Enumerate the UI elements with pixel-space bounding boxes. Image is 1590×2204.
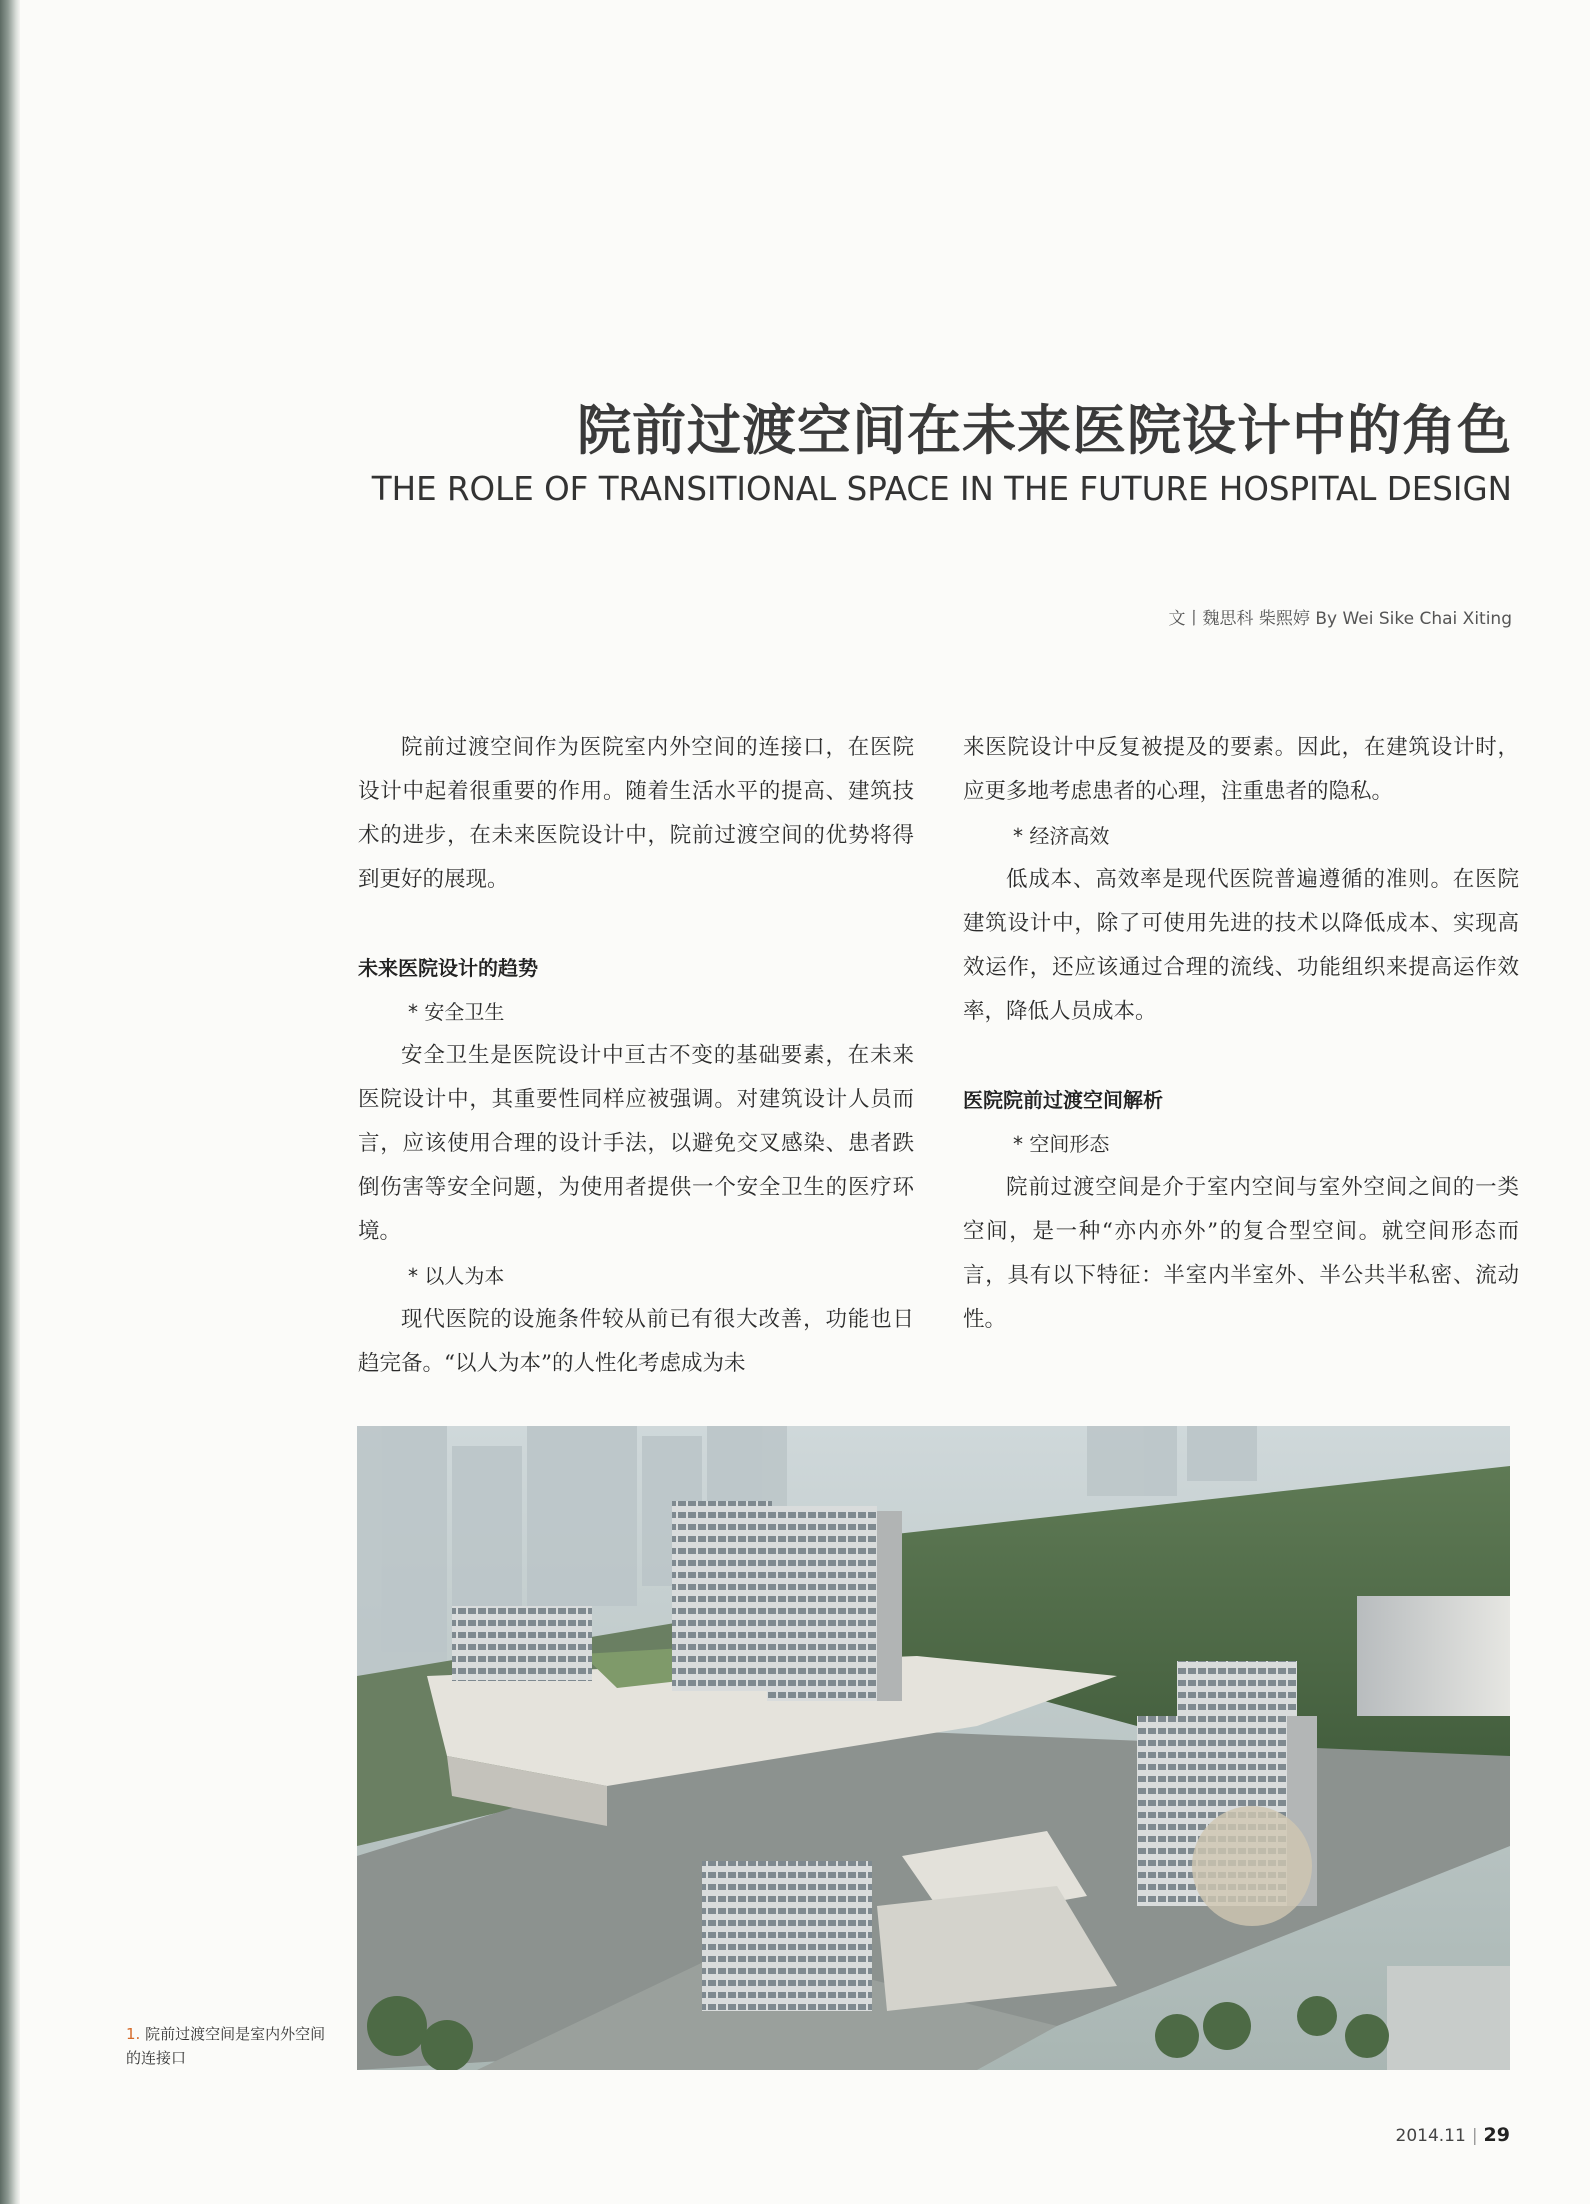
page-number: 29 — [1483, 2124, 1510, 2146]
author-byline: 文丨魏思科 柴熙婷 By Wei Sike Chai Xiting — [1168, 609, 1512, 629]
subheading-people-oriented: * 以人为本 — [408, 1264, 505, 1288]
paragraph-safety: 安全卫生是医院设计中亘古不变的基础要素，在未来医院设计中，其重要性同样应被强调。对建筑设计人员而言，应该使用合理的设计手法，以避免交叉感染、患者跌倒伤害等安全问题，为使用者提供一个安全卫生的医疗环境。 — [358, 1043, 914, 1244]
figure-caption-text: 院前过渡空间是室内外空间的连接口 — [126, 2025, 326, 2067]
paragraph-economy: 低成本、高效率是现代医院普遍遵循的准则。在医院建筑设计中，除了可使用先进的技术以降低成本、实现高效运作，还应该通过合理的流线、功能组织来提高运作效率，降低人员成本。 — [963, 867, 1519, 1024]
issue-date: 2014.11 — [1395, 2126, 1466, 2146]
section-heading-analysis: 医院院前过渡空间解析 — [963, 1088, 1163, 1112]
right-text-column — [963, 726, 1519, 1342]
article-title-english: THE ROLE OF TRANSITIONAL SPACE IN THE FUTURE HOSPITAL DESIGN — [371, 470, 1512, 508]
footer-separator: | — [1471, 2126, 1478, 2146]
hospital-aerial-rendering — [357, 1426, 1510, 2070]
section-heading-trends: 未来医院设计的趋势 — [358, 956, 538, 980]
subheading-economy: * 经济高效 — [1013, 824, 1110, 848]
page-binding-edge — [0, 0, 20, 2204]
subheading-spatial-form: * 空间形态 — [1013, 1132, 1110, 1156]
article-title-chinese: 院前过渡空间在未来医院设计中的角色 — [577, 399, 1512, 462]
paragraph-people-oriented-continued: 来医院设计中反复被提及的要素。因此，在建筑设计时，应更多地考虑患者的心理，注重患者的隐私。 — [963, 735, 1519, 804]
figure-number: 1. — [126, 2025, 141, 2043]
page-footer — [1396, 2124, 1511, 2146]
intro-paragraph: 院前过渡空间作为医院室内外空间的连接口，在医院设计中起着很重要的作用。随着生活水平的提高、建筑技术的进步，在未来医院设计中，院前过渡空间的优势将得到更好的展现。 — [358, 735, 914, 892]
paragraph-people-oriented: 现代医院的设施条件较从前已有很大改善，功能也日趋完备。“以人为本”的人性化考虑成为未 — [358, 1307, 914, 1376]
paragraph-spatial-form: 院前过渡空间是介于室内空间与室外空间之间的一类空间，是一种“亦内亦外”的复合型空间。就空间形态而言，具有以下特征：半室内半室外、半公共半私密、流动性。 — [963, 1175, 1519, 1332]
subheading-safety: * 安全卫生 — [408, 1000, 505, 1024]
left-text-column — [358, 726, 914, 1386]
figure-caption — [126, 2022, 326, 2070]
